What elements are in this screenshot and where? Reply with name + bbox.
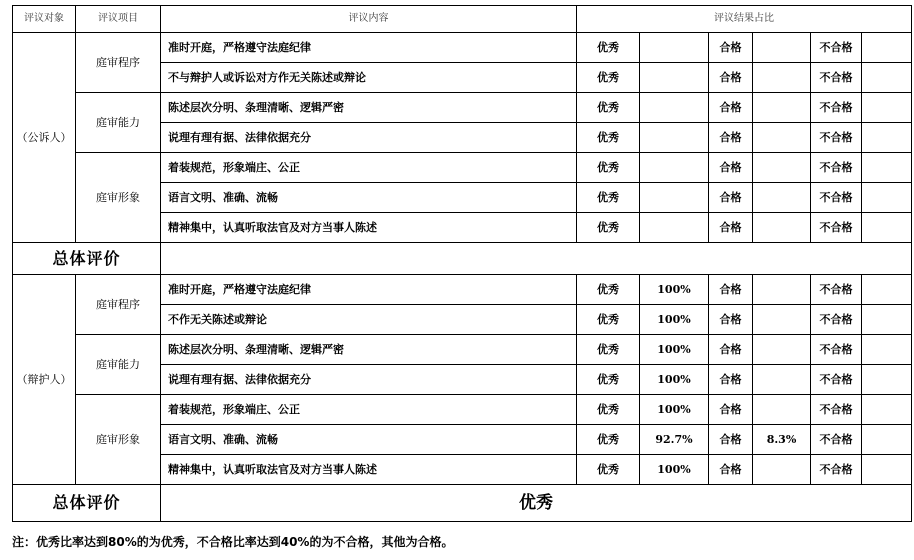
evaluation-table [12, 5, 912, 522]
excellent-percent [640, 93, 709, 123]
evaluation-content: 准时开庭，严格遵守法庭纪律 [161, 275, 577, 305]
pass-label: 合格 [709, 335, 753, 365]
excellent-percent: 100% [640, 335, 709, 365]
excellent-label: 优秀 [577, 365, 640, 395]
pass-percent [753, 395, 811, 425]
excellent-percent [640, 153, 709, 183]
pass-label: 合格 [709, 93, 753, 123]
excellent-label: 优秀 [577, 93, 640, 123]
pass-label: 合格 [709, 305, 753, 335]
overall-row [13, 243, 912, 275]
header-object: 评议对象 [13, 6, 76, 33]
table-row [13, 153, 912, 183]
fail-percent [862, 93, 912, 123]
pass-label: 合格 [709, 425, 753, 455]
evaluation-content: 着装规范，形象端庄、公正 [161, 395, 577, 425]
excellent-label: 优秀 [577, 213, 640, 243]
excellent-label: 优秀 [577, 153, 640, 183]
pass-percent [753, 63, 811, 93]
pass-percent [753, 275, 811, 305]
evaluation-item: 庭审能力 [76, 335, 161, 395]
pass-percent [753, 305, 811, 335]
fail-percent [862, 123, 912, 153]
pass-label: 合格 [709, 63, 753, 93]
excellent-percent: 100% [640, 395, 709, 425]
overall-value: 优秀 [161, 485, 912, 522]
evaluation-content: 陈述层次分明、条理清晰、逻辑严密 [161, 335, 577, 365]
evaluation-item: 庭审程序 [76, 33, 161, 93]
fail-label: 不合格 [811, 425, 862, 455]
evaluation-content: 说理有理有据、法律依据充分 [161, 123, 577, 153]
footnote: 注：优秀比率达到80%的为优秀，不合格比率达到40%的为不合格，其他为合格。 [12, 535, 454, 549]
pass-label: 合格 [709, 123, 753, 153]
excellent-label: 优秀 [577, 183, 640, 213]
excellent-percent: 100% [640, 275, 709, 305]
fail-label: 不合格 [811, 213, 862, 243]
evaluation-content: 语言文明、准确、流畅 [161, 183, 577, 213]
evaluation-object: （辩护人） [13, 275, 76, 485]
table-row [13, 395, 912, 425]
excellent-percent [640, 183, 709, 213]
excellent-label: 优秀 [577, 275, 640, 305]
excellent-percent: 100% [640, 455, 709, 485]
fail-label: 不合格 [811, 153, 862, 183]
fail-percent [862, 395, 912, 425]
evaluation-content: 精神集中，认真听取法官及对方当事人陈述 [161, 213, 577, 243]
evaluation-object: （公诉人） [13, 33, 76, 243]
overall-value [161, 243, 912, 275]
pass-percent [753, 455, 811, 485]
fail-percent [862, 335, 912, 365]
fail-label: 不合格 [811, 335, 862, 365]
fail-percent [862, 33, 912, 63]
fail-percent [862, 213, 912, 243]
fail-label: 不合格 [811, 93, 862, 123]
table-row [13, 275, 912, 305]
pass-label: 合格 [709, 455, 753, 485]
evaluation-item: 庭审形象 [76, 395, 161, 485]
pass-label: 合格 [709, 365, 753, 395]
evaluation-content: 精神集中，认真听取法官及对方当事人陈述 [161, 455, 577, 485]
pass-label: 合格 [709, 275, 753, 305]
pass-label: 合格 [709, 395, 753, 425]
pass-percent [753, 123, 811, 153]
pass-percent [753, 213, 811, 243]
excellent-label: 优秀 [577, 33, 640, 63]
fail-percent [862, 365, 912, 395]
fail-percent [862, 183, 912, 213]
fail-label: 不合格 [811, 275, 862, 305]
header-content: 评议内容 [161, 6, 577, 33]
fail-percent [862, 153, 912, 183]
evaluation-item: 庭审形象 [76, 153, 161, 243]
fail-percent [862, 275, 912, 305]
fail-percent [862, 425, 912, 455]
fail-percent [862, 305, 912, 335]
pass-label: 合格 [709, 183, 753, 213]
fail-label: 不合格 [811, 365, 862, 395]
fail-percent [862, 455, 912, 485]
excellent-percent [640, 213, 709, 243]
pass-percent [753, 183, 811, 213]
excellent-percent: 100% [640, 365, 709, 395]
evaluation-content: 不作无关陈述或辩论 [161, 305, 577, 335]
evaluation-content: 语言文明、准确、流畅 [161, 425, 577, 455]
excellent-percent [640, 123, 709, 153]
fail-label: 不合格 [811, 395, 862, 425]
table-body [13, 6, 912, 522]
evaluation-content: 准时开庭，严格遵守法庭纪律 [161, 33, 577, 63]
overall-label: 总体评价 [13, 243, 161, 275]
header-result: 评议结果占比 [577, 6, 912, 33]
excellent-label: 优秀 [577, 335, 640, 365]
table-row [13, 93, 912, 123]
excellent-label: 优秀 [577, 395, 640, 425]
fail-label: 不合格 [811, 183, 862, 213]
header-item: 评议项目 [76, 6, 161, 33]
pass-percent [753, 365, 811, 395]
pass-percent [753, 93, 811, 123]
fail-label: 不合格 [811, 33, 862, 63]
fail-label: 不合格 [811, 455, 862, 485]
evaluation-content: 不与辩护人或诉讼对方作无关陈述或辩论 [161, 63, 577, 93]
evaluation-item: 庭审程序 [76, 275, 161, 335]
fail-label: 不合格 [811, 305, 862, 335]
evaluation-item: 庭审能力 [76, 93, 161, 153]
excellent-percent [640, 33, 709, 63]
evaluation-content: 说理有理有据、法律依据充分 [161, 365, 577, 395]
fail-label: 不合格 [811, 123, 862, 153]
pass-label: 合格 [709, 213, 753, 243]
excellent-label: 优秀 [577, 63, 640, 93]
excellent-label: 优秀 [577, 123, 640, 153]
excellent-percent: 92.7% [640, 425, 709, 455]
evaluation-content: 着装规范，形象端庄、公正 [161, 153, 577, 183]
pass-percent [753, 33, 811, 63]
excellent-label: 优秀 [577, 425, 640, 455]
pass-percent [753, 153, 811, 183]
fail-percent [862, 63, 912, 93]
table-row [13, 335, 912, 365]
pass-label: 合格 [709, 33, 753, 63]
excellent-percent: 100% [640, 305, 709, 335]
pass-percent [753, 335, 811, 365]
excellent-label: 优秀 [577, 305, 640, 335]
table-row [13, 33, 912, 63]
overall-label: 总体评价 [13, 485, 161, 522]
overall-row [13, 485, 912, 522]
evaluation-content: 陈述层次分明、条理清晰、逻辑严密 [161, 93, 577, 123]
excellent-label: 优秀 [577, 455, 640, 485]
pass-percent: 8.3% [753, 425, 811, 455]
fail-label: 不合格 [811, 63, 862, 93]
header-row [13, 6, 912, 33]
excellent-percent [640, 63, 709, 93]
pass-label: 合格 [709, 153, 753, 183]
